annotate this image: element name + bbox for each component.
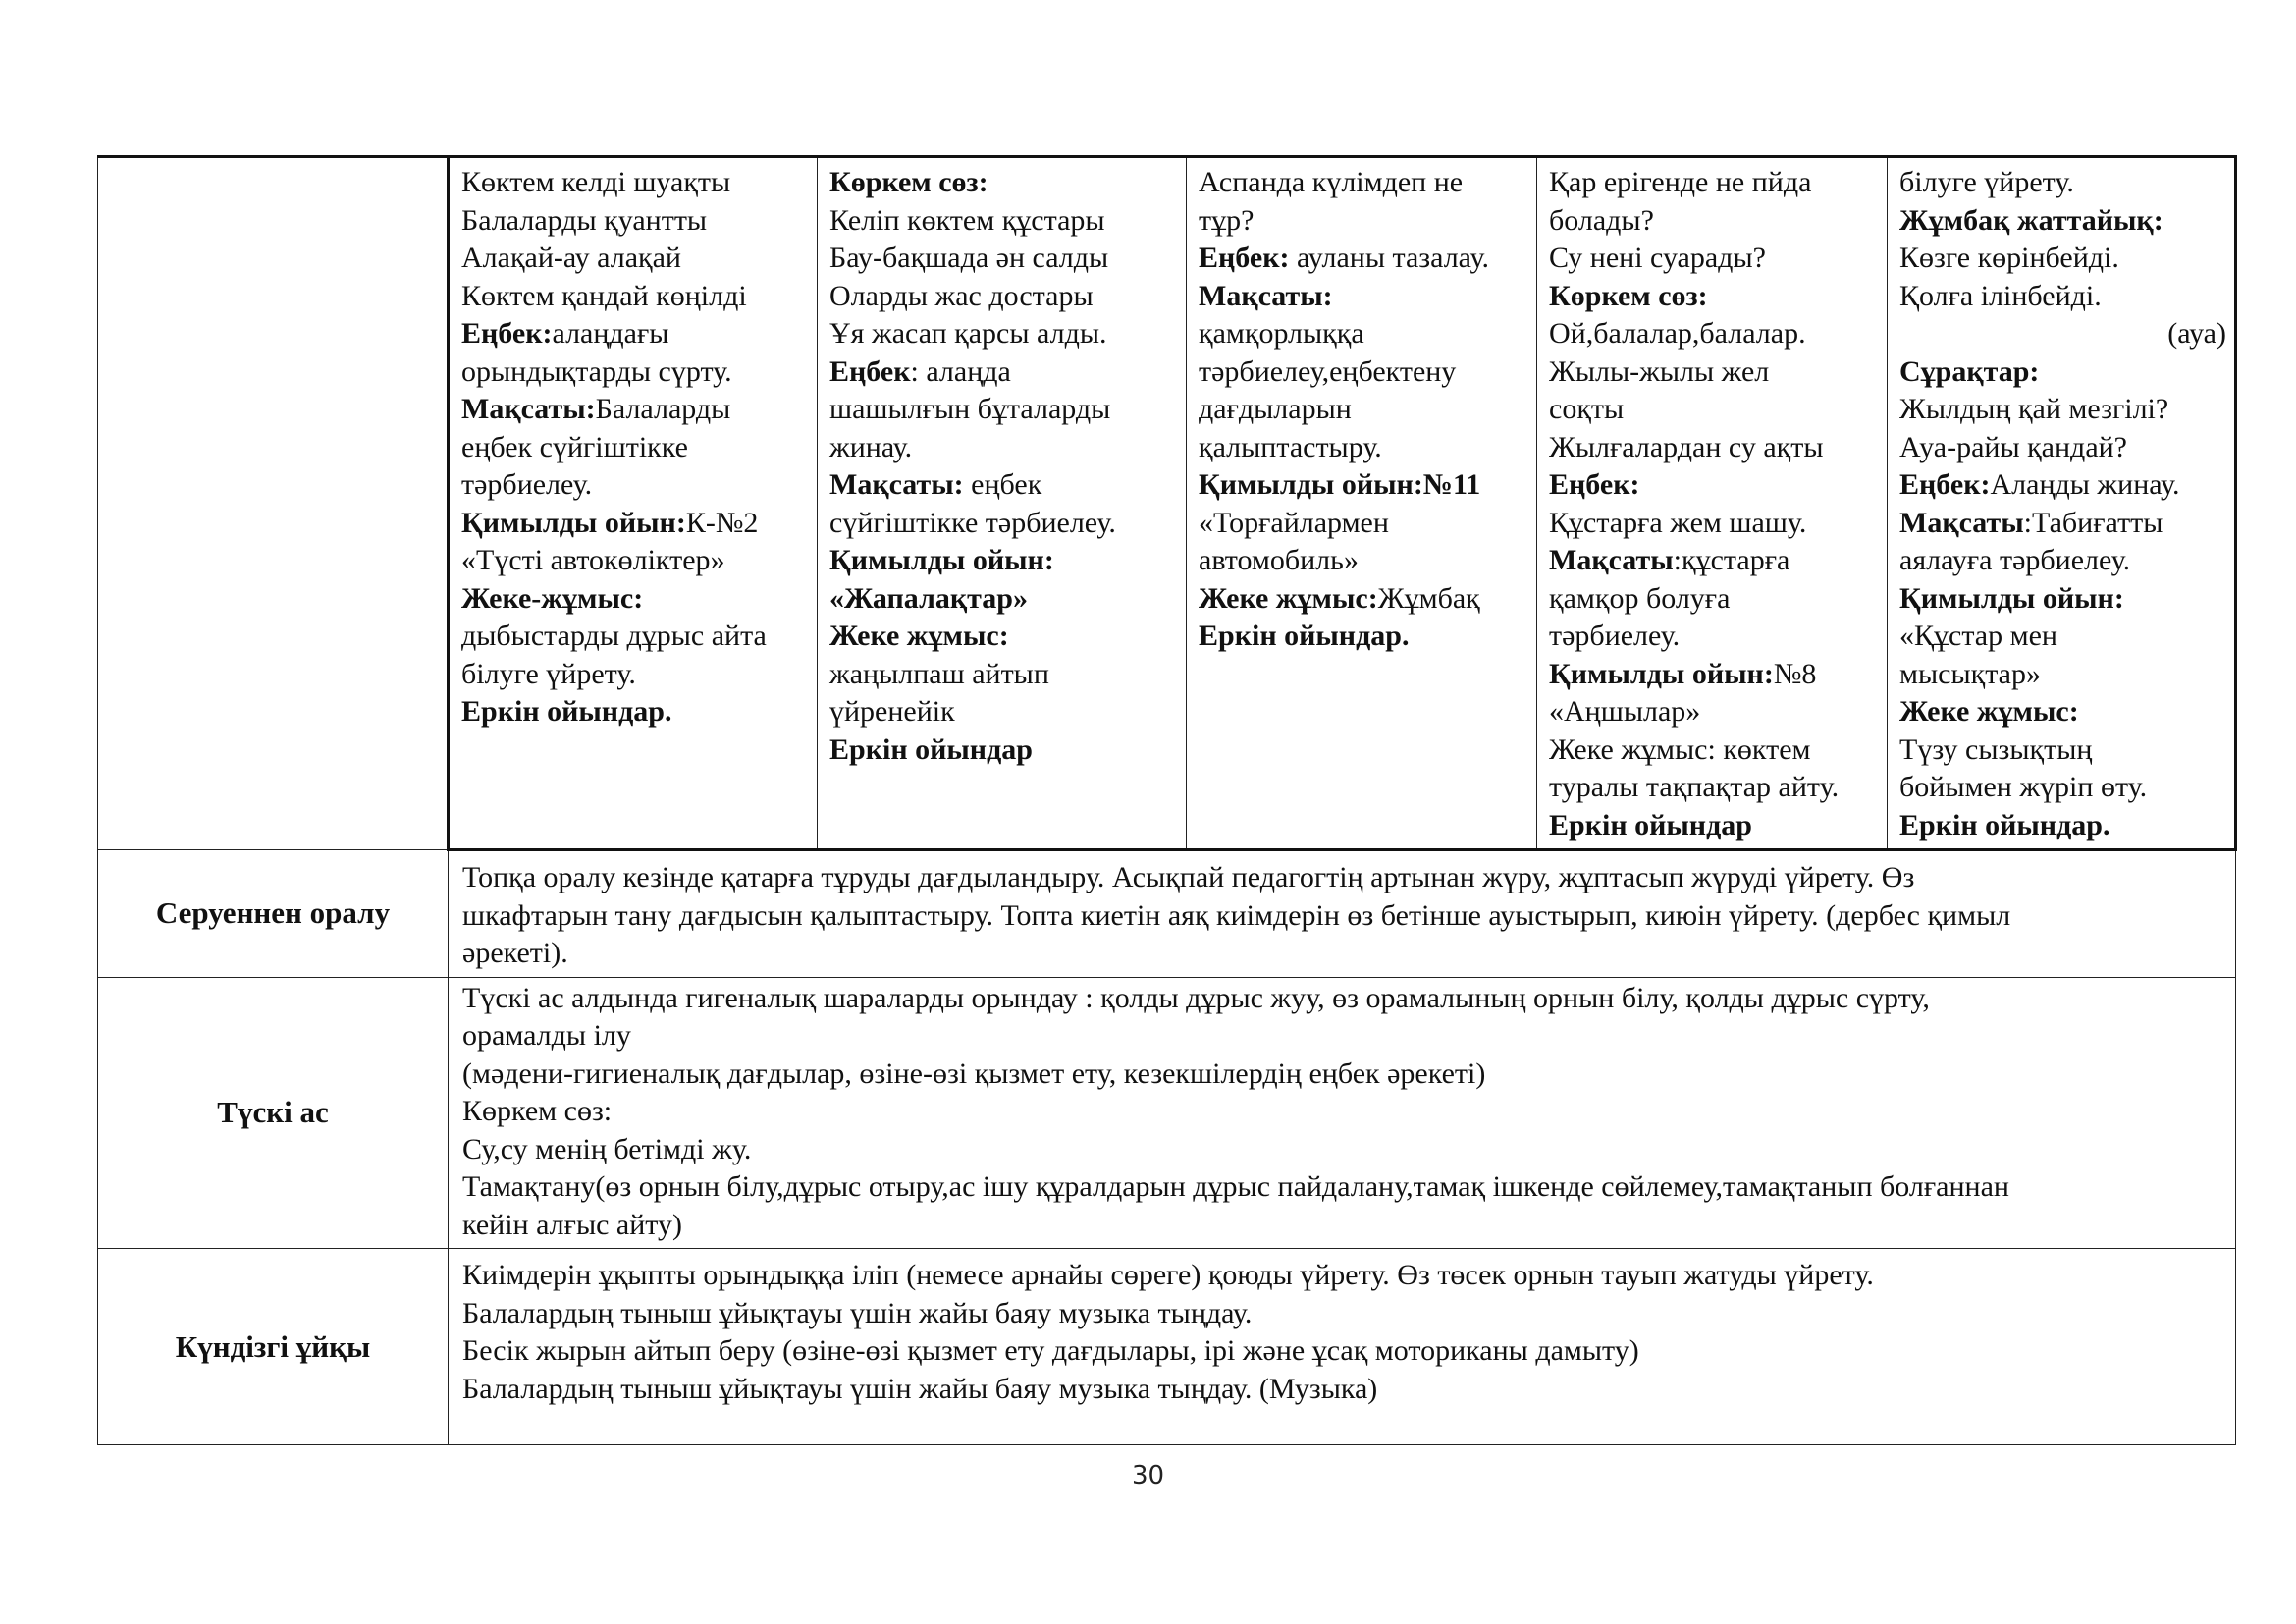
plan-line: [1899, 202, 2226, 241]
plan-line: [1899, 164, 2226, 202]
plan-line-text: Ұя жасап қарсы алды.: [829, 317, 1107, 350]
plan-line: [1899, 315, 2226, 353]
plan-line-text: Балаларды қуантты: [461, 203, 708, 237]
plan-line: [461, 240, 809, 278]
plan-line: [461, 618, 809, 656]
plan-line-bold: Еңбек:: [1549, 468, 1640, 501]
plan-line: [829, 656, 1178, 694]
plan-line: [1899, 353, 2226, 392]
plan-line-text: аялауға тәрбиелеу.: [1899, 544, 2131, 576]
plan-line-bold: Жеке жұмыс:: [1899, 695, 2079, 728]
plan-line: [1549, 769, 1879, 807]
plan-line: [1199, 580, 1528, 619]
plan-line: [1549, 505, 1879, 543]
day-column-5: [1888, 157, 2236, 850]
plan-line-text: еңбек: [963, 468, 1042, 501]
plan-line-text: еңбек сүйгіштікке: [461, 430, 688, 463]
plan-line: [461, 278, 809, 316]
plan-line-text: «Құстар мен: [1899, 620, 2057, 652]
plan-line: [1899, 278, 2226, 316]
day-column-3: [1187, 157, 1537, 850]
plan-line-text: Су нені суарады?: [1549, 242, 1766, 274]
plan-line-bold: Еркін ойындар: [829, 732, 1033, 766]
plan-line-text: болады?: [1549, 203, 1654, 237]
plan-line-text: ауланы тазалау.: [1289, 242, 1489, 274]
plan-line-text: дағдыларын: [1199, 393, 1352, 425]
plan-line: [1899, 542, 2226, 580]
plan-line: [829, 202, 1178, 241]
plan-line: [829, 278, 1178, 316]
plan-line: [829, 315, 1178, 353]
plan-line: [1549, 240, 1879, 278]
plan-line-bold: Қимылды ойын:: [1899, 581, 2124, 615]
plan-line-text: (ауа): [2167, 317, 2226, 350]
plan-line-text: Құстарға жем шашу.: [1549, 506, 1807, 539]
section-line: орамалды ілу: [462, 1019, 631, 1052]
page-number: 30: [1131, 1461, 1165, 1490]
plan-line-text: бойымен жүріп өту.: [1899, 771, 2148, 803]
plan-line: [1199, 353, 1528, 392]
plan-line-text: Көктем келді шуақты: [461, 166, 731, 198]
day-column-4: [1537, 157, 1888, 850]
plan-line: [1549, 731, 1879, 770]
day-column-1: [449, 157, 818, 850]
plan-line: [1899, 240, 2226, 278]
plan-line-text: «Түсті автокөліктер»: [461, 544, 725, 576]
plan-line-text: Қар ерігенде не пйда: [1549, 166, 1812, 198]
section-row-nap: [98, 1249, 2236, 1445]
plan-line-text: Алаңды жинау.: [1990, 468, 2180, 501]
plan-line: [829, 731, 1178, 770]
plan-line: [1899, 693, 2226, 731]
section-line: Балалардың тыныш ұйықтауы үшін жайы баяу музыка тыңдау. (Музыка): [462, 1372, 1378, 1405]
plan-line-bold: Мақсаты: [1549, 544, 1674, 576]
plan-line: [1899, 656, 2226, 694]
section-content: [449, 850, 2236, 978]
plan-line: [829, 505, 1178, 543]
plan-line: [1899, 731, 2226, 770]
plan-line: [1199, 466, 1528, 505]
plan-line: [829, 618, 1178, 656]
row-label-empty: [98, 157, 449, 850]
plan-line-text: Келіп көктем құстары: [829, 203, 1105, 237]
plan-line: [1549, 353, 1879, 392]
plan-line-text: Көктем қандай көңілді: [461, 279, 747, 312]
plan-line-bold: Жеке-жұмыс:: [461, 581, 644, 615]
plan-line: [1199, 618, 1528, 656]
plan-line: [829, 391, 1178, 429]
plan-line: [461, 656, 809, 694]
section-line: шкафтарын тану дағдысын қалыптастыру. Топта киетін аяқ киімдерін өз бетінше ауыстырып, киюін үйрету. (дербес қимыл: [462, 898, 2011, 932]
plan-line: [461, 429, 809, 467]
plan-line: [1899, 580, 2226, 619]
section-line: Топқа оралу кезінде қатарға тұруды дағдыландыру. Асықпай педагогтің артынан жүру, жұптасып жүруді үйрету. Өз: [462, 861, 1915, 893]
plan-line-bold: Еңбек:: [461, 317, 553, 350]
plan-line-text: соқты: [1549, 393, 1625, 425]
plan-line-bold: Жеке жұмыс:: [1199, 581, 1378, 615]
section-line: (мәдени-гигиеналық дағдылар, өзіне-өзі қызмет ету, кезекшілердің еңбек әрекеті): [462, 1056, 1486, 1090]
plan-line: [461, 693, 809, 731]
plan-line-bold: Еркін ойындар.: [1199, 620, 1410, 652]
plan-line-text: білуге үйрету.: [461, 657, 636, 690]
plan-line-text: сүйгіштікке тәрбиелеу.: [829, 506, 1116, 539]
plan-line: [461, 580, 809, 619]
section-label: Серуеннен оралу: [98, 850, 449, 978]
plan-line-text: орындықтарды сүрту.: [461, 354, 732, 388]
plan-line: [1549, 580, 1879, 619]
plan-line-text: Алақай-ау алақай: [461, 242, 681, 274]
section-row-return-from-walk: [98, 850, 2236, 978]
section-line: Балалардың тыныш ұйықтауы үшін жайы баяу музыка тыңдау.: [462, 1296, 1253, 1329]
plan-line-text: тұр?: [1199, 203, 1255, 237]
plan-line-text: Оларды жас достары: [829, 279, 1094, 312]
plan-line-text: автомобиль»: [1199, 544, 1359, 576]
section-line: кейін алғыс айту): [462, 1208, 682, 1241]
plan-line-bold: Мақсаты:: [461, 393, 596, 425]
plan-line-text: «Торғайлармен: [1199, 506, 1389, 539]
plan-line: [1899, 807, 2226, 845]
section-content: [449, 1249, 2236, 1445]
plan-line-text: білуге үйрету.: [1899, 166, 2074, 198]
section-row-lunch: [98, 977, 2236, 1249]
plan-line: [1899, 618, 2226, 656]
plan-line-text: қамқор болуға: [1549, 581, 1731, 615]
plan-line-bold: Еркін ойындар.: [1899, 808, 2110, 841]
plan-line: [1199, 240, 1528, 278]
plan-line-text: :құстарға: [1673, 544, 1790, 576]
plan-line-text: тәрбиелеу.: [461, 468, 593, 501]
plan-line-text: Ауа-райы қандай?: [1899, 430, 2128, 463]
section-line: Су,су менің бетімді жу.: [462, 1132, 752, 1165]
plan-line-bold: Мақсаты:: [829, 468, 964, 501]
plan-line: [829, 693, 1178, 731]
plan-line: [1549, 278, 1879, 316]
section-line: Киімдерін ұқыпты орындыққа іліп (немесе арнайы сөреге) қоюды үйрету. Өз төсек орнын тауып жатуды үйрету.: [462, 1259, 1874, 1291]
plan-line-text: тәрбиелеу,еңбектену: [1199, 354, 1457, 388]
plan-line-bold: Қимылды ойын:: [829, 544, 1054, 576]
plan-line: [1549, 164, 1879, 202]
plan-line: [829, 580, 1178, 619]
plan-line: [829, 164, 1178, 202]
plan-line-bold: «Жапалақтар»: [829, 581, 1028, 615]
plan-line: [1199, 391, 1528, 429]
plan-line-text: Көзге көрінбейді.: [1899, 242, 2119, 274]
plan-line: [829, 429, 1178, 467]
plan-line-text: Түзу сызықтың: [1899, 732, 2093, 766]
plan-line: [1199, 429, 1528, 467]
plan-line: [1549, 693, 1879, 731]
plan-line-bold: Еңбек:: [1199, 242, 1290, 274]
plan-line: [1199, 542, 1528, 580]
plan-line-text: Балаларды: [595, 393, 731, 425]
plan-line-text: К-№2: [685, 506, 759, 539]
plan-line-bold: Еркін ойындар.: [461, 695, 672, 728]
plan-line: [829, 240, 1178, 278]
plan-line: [1199, 505, 1528, 543]
plan-line-bold: Мақсаты:: [1199, 279, 1333, 312]
plan-line: [461, 391, 809, 429]
section-label: Түскі ас: [98, 977, 449, 1249]
plan-line-bold: Еркін ойындар: [1549, 808, 1752, 841]
plan-line-text: : алаңда: [910, 354, 1011, 388]
plan-line-text: жинау.: [829, 430, 913, 463]
plan-line-text: Жылдың қай мезгілі?: [1899, 393, 2169, 425]
plan-line: [1899, 429, 2226, 467]
plan-line-text: жаңылпаш айтып: [829, 657, 1049, 690]
plan-line: [1899, 769, 2226, 807]
plan-line: [461, 202, 809, 241]
section-line: Тамақтану(өз орнын білу,дұрыс отыру,ас ішу құралдарын дұрыс пайдалану,тамақ ішкенде сөйлемеу,тамақтанып болғаннан: [462, 1170, 2009, 1203]
plan-line: [461, 542, 809, 580]
plan-line-text: Жылы-жылы жел: [1549, 354, 1770, 388]
plan-line: [461, 505, 809, 543]
plan-line-text: Жылғалардан су ақты: [1549, 430, 1824, 463]
plan-line: [1549, 807, 1879, 845]
section-line: әрекеті).: [462, 937, 568, 969]
plan-line-bold: Жеке жұмыс:: [829, 620, 1009, 652]
plan-line-text: Қолға ілінбейді.: [1899, 279, 2102, 312]
plan-line: [1549, 202, 1879, 241]
plan-line: [1199, 202, 1528, 241]
plan-line-text: :Табиғатты: [2023, 506, 2163, 539]
plan-line: [1549, 429, 1879, 467]
plan-line: [829, 466, 1178, 505]
day-column-2: [818, 157, 1187, 850]
plan-line-bold: Көркем сөз:: [1549, 279, 1708, 312]
plan-line-text: Жеке жұмыс: көктем: [1549, 732, 1811, 766]
plan-line-bold: Көркем сөз:: [829, 166, 988, 198]
plan-line-bold: Жұмбақ жаттайық:: [1899, 203, 2163, 237]
plan-line-text: қамқорлыққа: [1199, 317, 1364, 350]
section-label: Күндізгі ұйқы: [98, 1249, 449, 1445]
plan-line-text: тәрбиелеу.: [1549, 620, 1681, 652]
plan-line: [461, 353, 809, 392]
plan-line-bold: Еңбек:: [1899, 468, 1991, 501]
plan-line: [1199, 315, 1528, 353]
plan-line-bold: Сұрақтар:: [1899, 354, 2040, 388]
plan-line: [1549, 391, 1879, 429]
plan-line: [1899, 391, 2226, 429]
daily-plan-table: [97, 155, 2237, 1445]
plan-line-bold: Еңбек: [829, 354, 911, 388]
plan-line-text: алаңдағы: [552, 317, 669, 350]
plan-line: [1549, 656, 1879, 694]
plan-line: [1199, 164, 1528, 202]
plan-line-text: туралы тақпақтар айту.: [1549, 771, 1840, 803]
plan-line-text: дыбыстарды дұрыс айта: [461, 620, 767, 652]
plan-line: [461, 466, 809, 505]
plan-line: [461, 315, 809, 353]
plan-line-text: Аспанда күлімдеп не: [1199, 166, 1464, 198]
plan-line-text: Бау-бақшада ән салды: [829, 242, 1109, 274]
plan-line-text: шашылғын бұталарды: [829, 393, 1111, 425]
plan-line-text: мысықтар»: [1899, 657, 2041, 690]
plan-line: [1549, 618, 1879, 656]
section-line: Түскі ас алдында гигеналық шараларды орындау : қолды дұрыс жуу, өз орамалының орнын білу, қолды дұрыс сүрту,: [462, 981, 1930, 1014]
section-line: Көркем сөз:: [462, 1095, 613, 1127]
plan-line-text: Ой,балалар,балалар.: [1549, 317, 1806, 350]
section-line: Бесік жырын айтып беру (өзіне-өзі қызмет ету дағдылары, ірі және ұсақ моториканы дамыту): [462, 1334, 1639, 1367]
plan-line-text: №8: [1773, 657, 1817, 690]
plan-line: [1549, 315, 1879, 353]
plan-line: [829, 353, 1178, 392]
section-content: [449, 977, 2236, 1249]
plan-line-text: Жұмбақ: [1377, 581, 1480, 615]
plan-line: [1199, 278, 1528, 316]
plan-line: [461, 164, 809, 202]
plan-line-text: қалыптастыру.: [1199, 430, 1382, 463]
plan-line: [1549, 466, 1879, 505]
plan-line: [829, 542, 1178, 580]
plan-line: [1549, 542, 1879, 580]
plan-line-bold: Қимылды ойын:№11: [1199, 468, 1481, 501]
plan-line: [1899, 466, 2226, 505]
plan-line-text: «Аңшылар»: [1549, 695, 1701, 728]
plan-line-bold: Қимылды ойын:: [1549, 657, 1774, 690]
plan-line-text: үйренейік: [829, 695, 955, 728]
plan-line-bold: Қимылды ойын:: [461, 506, 686, 539]
walk-activities-row: [98, 157, 2236, 850]
plan-line: [1899, 505, 2226, 543]
plan-line-bold: Мақсаты: [1899, 506, 2024, 539]
